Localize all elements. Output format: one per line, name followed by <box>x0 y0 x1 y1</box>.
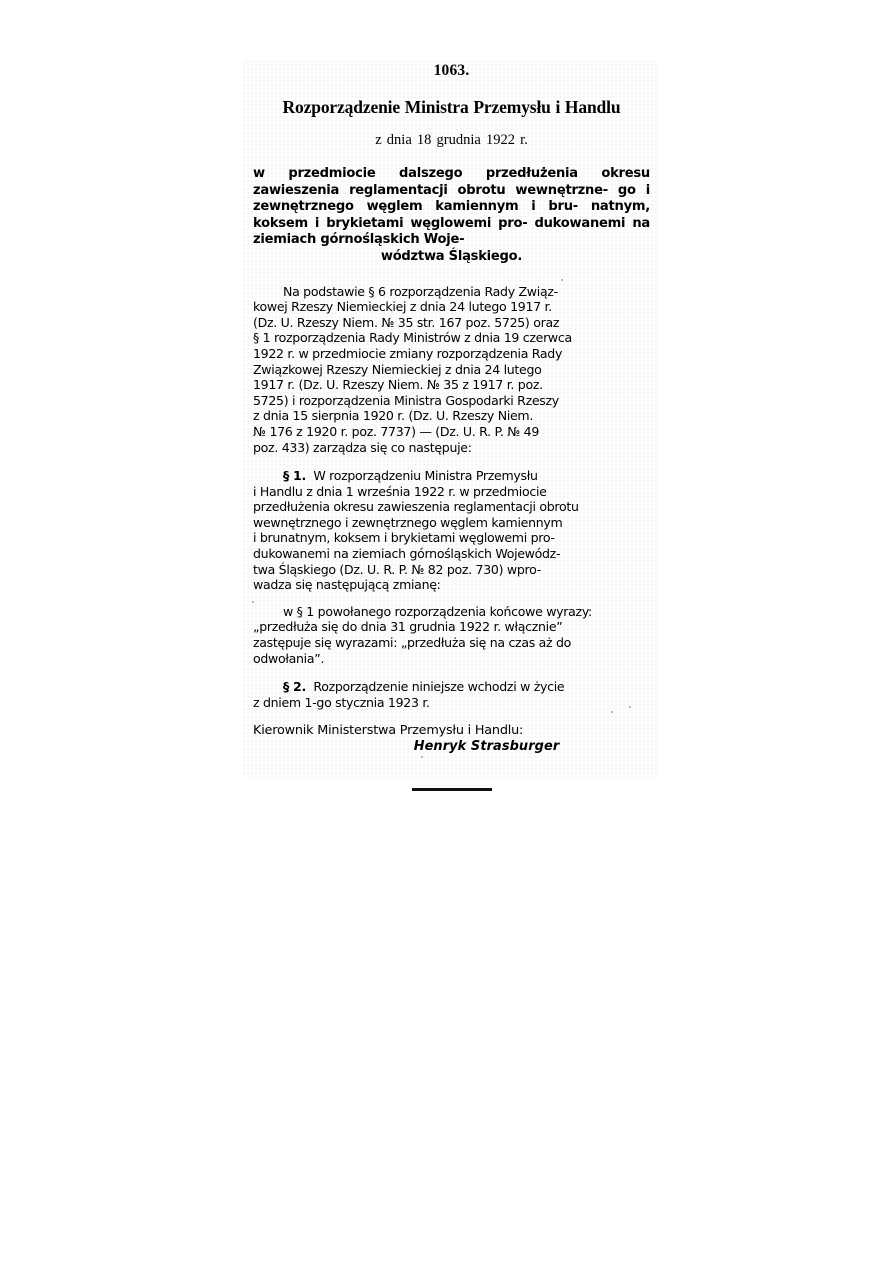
subclause-line: odwołania”. <box>253 650 325 666</box>
preamble-line: (Dz. U. Rzeszy Niem. № 35 str. 167 poz. 5725) oraz <box>253 314 560 330</box>
paragraph-1-line: i brunatnym, koksem i brykietami węglowemi pro- <box>253 530 555 546</box>
preamble-line: kowej Rzeszy Niemieckiej z dnia 24 lutego 1917 r. <box>253 299 552 315</box>
preamble-paragraph <box>253 284 650 456</box>
preamble-line: 1922 r. w przedmiocie zmiany rozporządzenia Rady <box>253 345 563 361</box>
paragraph-1 <box>253 468 650 593</box>
preamble-line: poz. 433) zarządza się co następuje: <box>253 439 472 455</box>
scan-speck <box>561 279 563 281</box>
position-number: 1063. <box>433 62 470 79</box>
subject-line: zawieszenia reglamentacji obrotu wewnętrzne- <box>253 182 608 198</box>
subject-line: w przedmiocie dalszego przedłużenia okresu <box>253 166 650 181</box>
subclause-block <box>253 604 650 666</box>
signature-name: Henryk Strasburger <box>413 739 560 755</box>
paragraph-1-line: przedłużenia okresu zawieszenia reglamentacji obrotu <box>253 499 579 515</box>
preamble-line: Na podstawie § 6 rozporządzenia Rady Związ- <box>283 283 558 299</box>
preamble-line: Związkowej Rzeszy Niemieckiej z dnia 24 lutego <box>253 361 542 377</box>
end-divider-rule <box>412 788 492 791</box>
preamble-line: z dnia 15 sierpnia 1920 r. (Dz. U. Rzeszy Niem. <box>253 408 534 424</box>
paragraph-1-line: i Handlu z dnia 1 września 1922 r. w przedmiocie <box>253 483 547 499</box>
subject-block <box>253 166 650 266</box>
preamble-line: § 1 rozporządzenia Rady Ministrów z dnia 19 czerwca <box>253 330 572 346</box>
scan-speck <box>629 706 631 708</box>
subject-line: wództwa Śląskiego. <box>380 248 523 264</box>
preamble-line: № 176 z 1920 r. poz. 7737) — (Dz. U. R. P. № 49 <box>253 423 540 439</box>
paragraph-1-line: W rozporządzeniu Ministra Przemysłu <box>313 468 538 484</box>
end-rule-container <box>253 780 650 798</box>
document-date: z dnia 18 grudnia 1922 r. <box>375 132 528 148</box>
text-column <box>253 62 650 798</box>
paragraph-1-line: dukowanemi na ziemiach górnośląskich Wojewódz- <box>253 546 561 562</box>
subject-line: go i zewnętrznego węglem kamiennym i bru- <box>253 182 650 215</box>
subject-line: dukowanemi na ziemiach górnośląskich Woje- <box>253 215 650 248</box>
paragraph-1-line: twa Śląskiego (Dz. U. R. P. № 82 poz. 730) wpro- <box>253 561 541 577</box>
paragraph-2-line: Rozporządzenie niniejsze wchodzi w życie <box>313 679 565 695</box>
preamble-line: 5725) i rozporządzenia Ministra Gospodarki Rzeszy <box>253 392 559 408</box>
document-title: Rozporządzenie Ministra Przemysłu i Handlu <box>282 97 621 117</box>
paragraph-2 <box>253 679 650 710</box>
subject-line: natnym, koksem i brykietami węglowemi pro- <box>253 199 650 231</box>
paragraph-1-line: wewnętrznego i zewnętrznego węglem kamiennym <box>253 514 563 530</box>
preamble-line: 1917 r. (Dz. U. Rzeszy Niem. № 35 z 1917 r. poz. <box>253 377 543 393</box>
scan-speck <box>252 601 254 603</box>
scan-speck <box>296 641 298 643</box>
scan-speck <box>611 711 613 713</box>
subclause-line: zastępuje się wyrazami: „przedłuża się na czas aż do <box>253 635 572 651</box>
paragraph-1-line: wadza się następującą zmianę: <box>253 577 441 593</box>
signature-role: Kierownik Ministerstwa Przemysłu i Handlu: <box>253 723 524 739</box>
section-marker-1: § 1. <box>283 468 306 484</box>
subclause-line: „przedłuża się do dnia 31 grudnia 1922 r. włącznie” <box>253 619 563 635</box>
section-marker-2: § 2. <box>283 679 306 695</box>
subclause-line: w § 1 powołanego rozporządzenia końcowe wyrazy: <box>283 603 592 619</box>
scan-speck <box>421 756 423 758</box>
paragraph-2-line: z dniem 1-go stycznia 1923 r. <box>253 694 430 710</box>
